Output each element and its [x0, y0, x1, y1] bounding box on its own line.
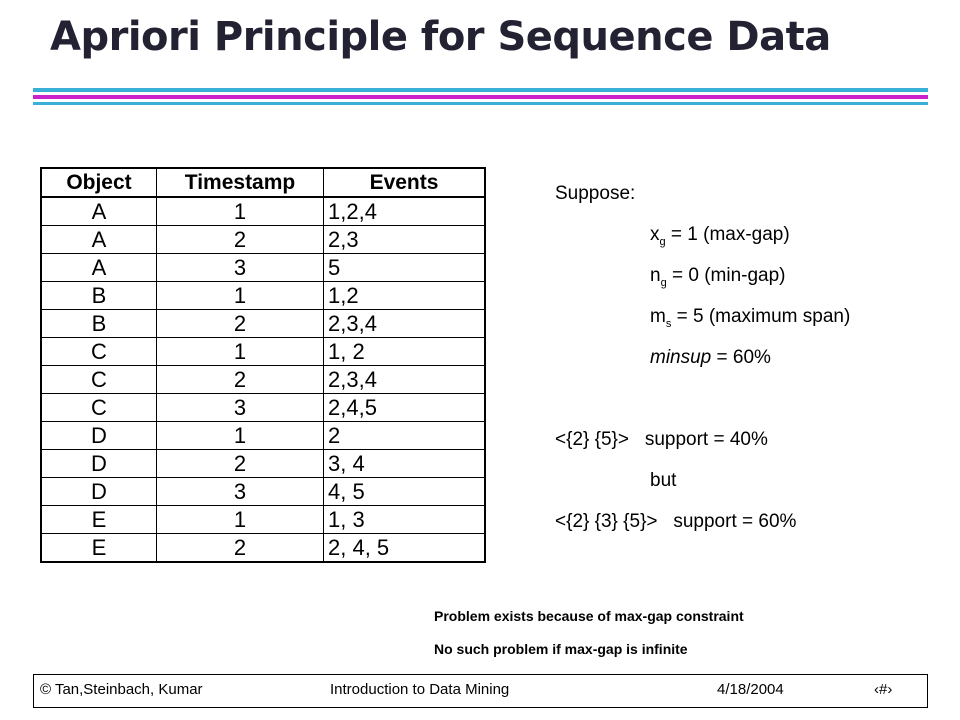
table-row — [41, 478, 485, 506]
note-infinite-max-gap: No such problem if max-gap is infinite — [434, 641, 688, 657]
table-row — [41, 534, 485, 563]
cell-events: 1, 2 — [324, 338, 486, 366]
table-row — [41, 366, 485, 394]
table-row — [41, 282, 485, 310]
column-header-events: Events — [324, 168, 486, 197]
cell-object: A — [41, 226, 157, 254]
constraints-panel — [555, 173, 850, 542]
cell-object: A — [41, 254, 157, 282]
cell-object: B — [41, 310, 157, 338]
cell-object: E — [41, 534, 157, 563]
cell-events: 2 — [324, 422, 486, 450]
column-header-timestamp: Timestamp — [157, 168, 324, 197]
cell-timestamp: 2 — [157, 534, 324, 563]
table-body — [41, 197, 485, 562]
but-text: but — [650, 470, 677, 491]
table-row — [41, 254, 485, 282]
min-gap-line: $n_g = 0$ (min-gap) — [650, 265, 786, 289]
footer-page-number: ‹#› — [874, 681, 893, 698]
sequence-2-5-support: <{2} {5}> support = 40% — [555, 429, 768, 450]
cell-timestamp: 3 — [157, 394, 324, 422]
column-header-object: Object — [41, 168, 157, 197]
cell-object: D — [41, 450, 157, 478]
cell-events: 2,3 — [324, 226, 486, 254]
title-rule-top — [33, 88, 928, 92]
cell-timestamp: 2 — [157, 310, 324, 338]
cell-events: 1,2,4 — [324, 197, 486, 226]
minsup-line: minsup = 60% — [650, 347, 771, 368]
cell-object: A — [41, 197, 157, 226]
cell-events: 2, 4, 5 — [324, 534, 486, 563]
cell-timestamp: 3 — [157, 254, 324, 282]
table-row — [41, 422, 485, 450]
cell-object: B — [41, 282, 157, 310]
cell-timestamp: 3 — [157, 478, 324, 506]
cell-object: C — [41, 338, 157, 366]
table-row — [41, 310, 485, 338]
suppose-heading: Suppose: — [555, 183, 636, 204]
table-row — [41, 450, 485, 478]
footer-date: 4/18/2004 — [717, 681, 784, 698]
table-row — [41, 226, 485, 254]
table-row — [41, 506, 485, 534]
title-rule-bottom — [33, 102, 928, 105]
cell-events: 3, 4 — [324, 450, 486, 478]
sequence-2-3-5-support: <{2} {3} {5}> support = 60% — [555, 511, 797, 532]
note-max-gap-problem: Problem exists because of max-gap constraint — [434, 608, 744, 624]
slide-title: Apriori Principle for Sequence Data — [50, 14, 831, 60]
cell-events: 1,2 — [324, 282, 486, 310]
cell-timestamp: 2 — [157, 226, 324, 254]
max-gap-line: $x_g = 1$ (max-gap) — [650, 224, 790, 248]
cell-object: E — [41, 506, 157, 534]
cell-timestamp: 1 — [157, 506, 324, 534]
sequence-data-table — [40, 167, 486, 563]
cell-timestamp: 2 — [157, 450, 324, 478]
cell-timestamp: 1 — [157, 282, 324, 310]
cell-timestamp: 1 — [157, 422, 324, 450]
footer-authors: © Tan,Steinbach, Kumar — [40, 681, 203, 698]
cell-events: 5 — [324, 254, 486, 282]
cell-object: C — [41, 394, 157, 422]
slide-footer — [33, 674, 928, 708]
table-header-row — [41, 168, 485, 197]
cell-object: D — [41, 478, 157, 506]
cell-events: 2,4,5 — [324, 394, 486, 422]
table-row — [41, 394, 485, 422]
cell-timestamp: 1 — [157, 338, 324, 366]
title-rule-middle — [33, 95, 928, 99]
cell-timestamp: 1 — [157, 197, 324, 226]
max-span-line: $m_s = 5$ (maximum span) — [650, 306, 851, 330]
cell-events: 4, 5 — [324, 478, 486, 506]
footer-course: Introduction to Data Mining — [330, 681, 510, 698]
table-row — [41, 197, 485, 226]
cell-timestamp: 2 — [157, 366, 324, 394]
cell-events: 2,3,4 — [324, 310, 486, 338]
cell-events: 1, 3 — [324, 506, 486, 534]
table-row — [41, 338, 485, 366]
cell-object: C — [41, 366, 157, 394]
blank-line — [555, 378, 850, 419]
cell-events: 2,3,4 — [324, 366, 486, 394]
cell-object: D — [41, 422, 157, 450]
